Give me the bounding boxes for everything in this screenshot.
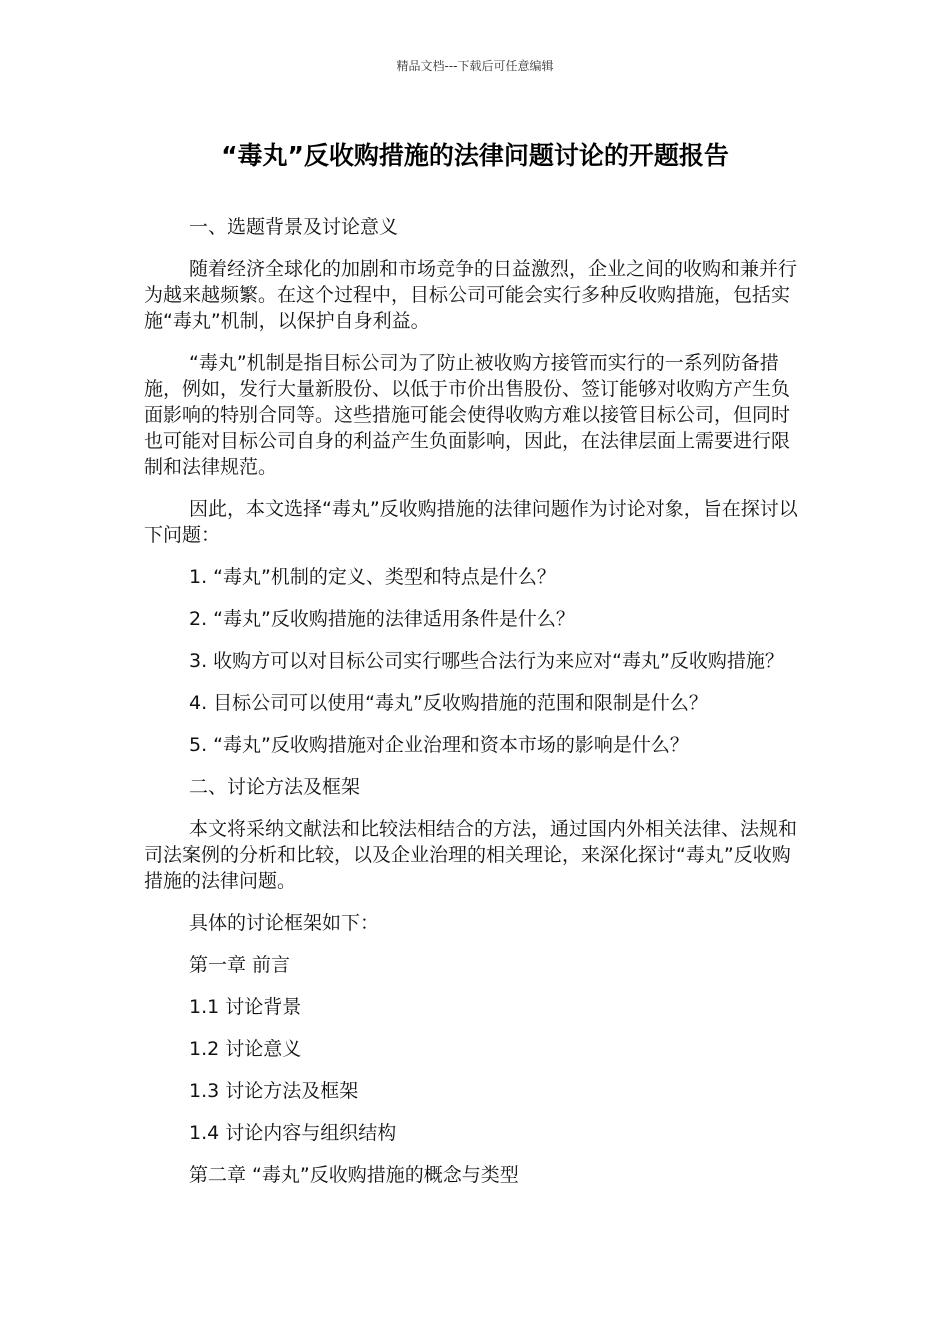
paragraph-poison-pill-definition: “毒丸”机制是指目标公司为了防止被收购方接管而实行的一系列防备措施，例如，发行大量新股份、以低于市价出售股份、签订能够对收购方产生负面影响的特别合同等。这些措施可能会使得收购方难以接管目标公司，但同时也可能对目标公司自身的利益产生负面影响，因此，在法律层面上需要进行限制和法律规范。 <box>144 352 791 478</box>
outline-item-1-4: 1.4 讨论内容与组织结构 <box>189 1122 397 1144</box>
paragraph-research-questions-intro: 因此，本文选择“毒丸”反收购措施的法律问题作为讨论对象，旨在探讨以下问题： <box>144 498 798 546</box>
research-question-5: 5. “毒丸”反收购措施对企业治理和资本市场的影响是什么？ <box>189 734 689 756</box>
paragraph-methods: 本文将采纳文献法和比较法相结合的方法，通过国内外相关法律、法规和司法案例的分析和比较，以及企业治理的相关理论，来深化探讨“毒丸”反收购措施的法律问题。 <box>144 818 798 892</box>
outline-item-1-1: 1.1 讨论背景 <box>189 996 302 1018</box>
paragraph-framework-intro: 具体的讨论框架如下： <box>189 912 380 934</box>
section-heading-background: 一、选题背景及讨论意义 <box>189 216 399 238</box>
document-body <box>144 214 804 1204</box>
research-question-2: 2. “毒丸”反收购措施的法律适用条件是什么？ <box>189 608 575 630</box>
research-question-4: 4. 目标公司可以使用“毒丸”反收购措施的范围和限制是什么？ <box>189 692 708 714</box>
outline-item-1-3: 1.3 讨论方法及框架 <box>189 1080 359 1102</box>
section-heading-methods: 二、讨论方法及框架 <box>189 776 361 798</box>
outline-item-1-2: 1.2 讨论意义 <box>189 1038 302 1060</box>
research-question-3: 3. 收购方可以对目标公司实行哪些合法行为来应对“毒丸”反收购措施？ <box>189 650 784 672</box>
outline-chapter-1: 第一章 前言 <box>189 954 291 976</box>
research-question-1: 1. “毒丸”机制的定义、类型和特点是什么？ <box>189 566 556 588</box>
paragraph-background: 随着经济全球化的加剧和市场竞争的日益激烈，企业之间的收购和兼并行为越来越频繁。在这个过程中，目标公司可能会实行多种反收购措施，包括实施“毒丸”机制，以保护自身利益。 <box>144 258 798 332</box>
page-header-note: 精品文档---下载后可任意编辑 <box>396 59 554 73</box>
document-title: “毒丸”反收购措施的法律问题讨论的开题报告 <box>221 141 729 170</box>
outline-chapter-2: 第二章 “毒丸”反收购措施的概念与类型 <box>189 1164 519 1186</box>
